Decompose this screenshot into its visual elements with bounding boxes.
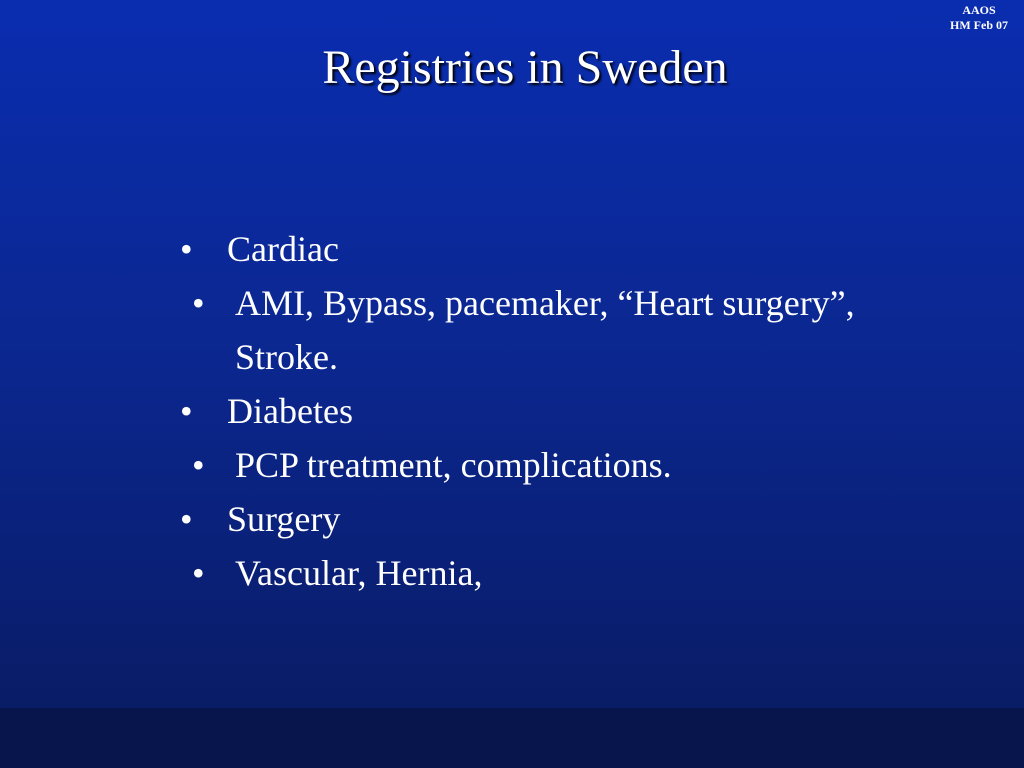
sub-list-wrapper: [180, 276, 940, 384]
sub-list-wrapper: [180, 438, 940, 492]
bullet-icon: •: [180, 229, 193, 269]
bullet-icon: •: [192, 283, 205, 323]
bullet-label: Diabetes: [227, 391, 353, 431]
bullet-icon: •: [192, 445, 205, 485]
sub-item: [180, 438, 855, 492]
sub-item-label: AMI, Bypass, pacemaker, “Heart surgery”, Stroke.: [235, 283, 855, 377]
corner-note-line: HM Feb 07: [950, 18, 1008, 32]
sub-list: [180, 438, 940, 492]
slide-title: Registries in Sweden: [322, 41, 728, 94]
footer-band: [0, 708, 1024, 768]
bullet-icon: •: [180, 499, 193, 539]
sub-item-label: PCP treatment, complications.: [235, 445, 672, 485]
bullet-icon: •: [192, 553, 205, 593]
corner-note-line: AAOS: [962, 3, 996, 17]
sub-list: [180, 546, 940, 600]
bullet-label: Cardiac: [227, 229, 339, 269]
bullet-icon: •: [180, 391, 193, 431]
sub-item-label: Vascular, Hernia,: [235, 553, 483, 593]
sub-item: [180, 276, 855, 384]
bullet-item-surgery: [180, 492, 940, 546]
bullet-label: Surgery: [227, 499, 341, 539]
bullet-list: [180, 222, 940, 600]
sub-item: [180, 546, 855, 600]
sub-list: [180, 276, 940, 384]
bullet-item-diabetes: [180, 384, 940, 438]
bullet-item-cardiac: [180, 222, 940, 276]
sub-list-wrapper: [180, 546, 940, 600]
corner-note: [950, 3, 1008, 33]
